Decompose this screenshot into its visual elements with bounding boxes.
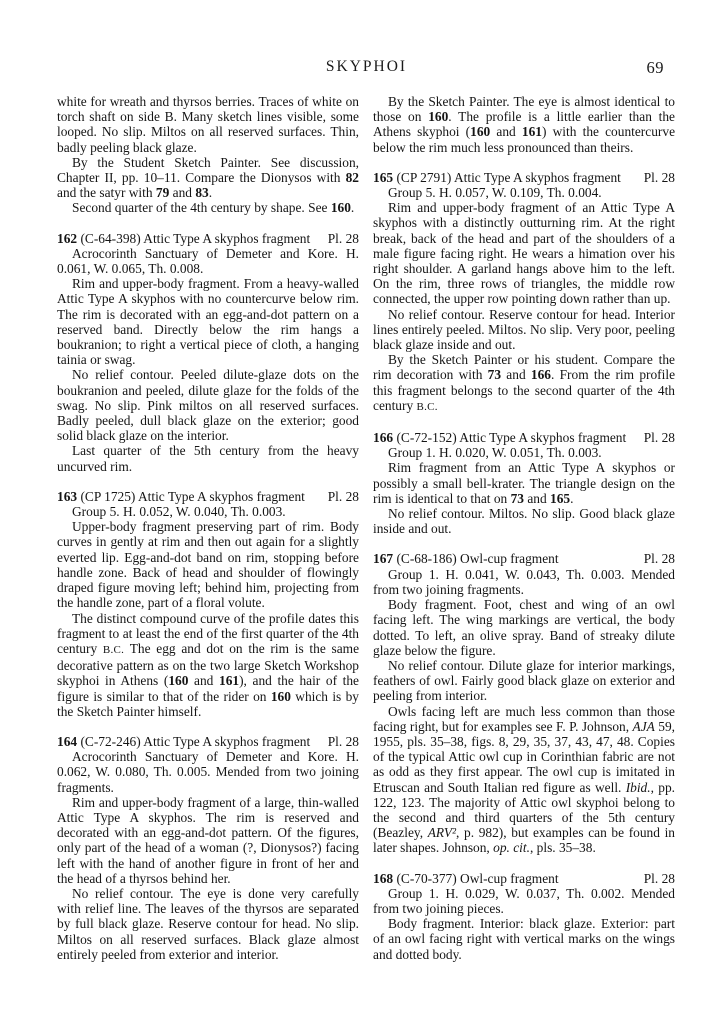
text-run: and bbox=[490, 124, 522, 140]
text-run: , p. 982), but examples can be found in later shapes. Johnson, bbox=[373, 825, 675, 856]
plate-ref: Pl. 28 bbox=[327, 230, 359, 246]
text-run: . The profile is a little earlier than the Athens skyphoi ( bbox=[373, 109, 676, 140]
text-run: Rim and upper-body fragment of an Attic Type A skyphos with a distinctly outturning rim. At the right break, back of the head and part of the shoulders of a male figure facing right. He wears a himation over his right shoulder. A garland hangs above him to the left. On the rim, three rows of triangles, the middle row connected, the upper row pointing down rather than up. bbox=[373, 200, 675, 307]
text-run: op. cit. bbox=[493, 840, 530, 856]
text-run: No relief contour. Reserve contour for head. Interior lines entirely peeled. Miltos. No slip. Very poor, peeling black glaze inside and out. bbox=[373, 306, 675, 353]
entry-title bbox=[373, 430, 626, 445]
entry-title bbox=[57, 231, 310, 246]
catalog-ref: 82 bbox=[345, 170, 359, 186]
text-run: ), and the hair of the figure is similar to that of the rider on bbox=[57, 673, 359, 704]
text-run: The distinct compound curve of the profile dates this fragment to at least the end of the first quarter of the 4th century bbox=[57, 610, 359, 656]
catalog-ref: 166 bbox=[373, 430, 394, 446]
text-run: By the Student Sketch Painter. See discussion, Chapter II, pp. 10–11. Compare the Dionysos with bbox=[57, 154, 359, 186]
text-run: Rim fragment from an Attic Type A skyphos or possibly a small bell-krater. The triangle design on the rim is identical to that on bbox=[373, 460, 675, 506]
running-title: SKYPHOI bbox=[325, 58, 408, 75]
text-run: Acrocorinth Sanctuary of Demeter and Kore. H. 0.061, W. 0.065, Th. 0.008. bbox=[57, 245, 359, 277]
paragraph bbox=[373, 658, 675, 704]
text-run: which is by the Sketch Painter himself. bbox=[57, 688, 360, 719]
entry-heading bbox=[373, 170, 675, 185]
text-run: Rim and upper-body fragment of a large, thin-walled Attic Type A skyphos. The rim is reserved and decorated with an egg-and-dot pattern. Of the figures, only part of the head of a woman (?, Dionysos?) facing left with the hand of another figure in front of her and the head of a thyrsos behind her. bbox=[57, 794, 359, 886]
text-run: Upper-body fragment preserving part of rim. Body curves in gently at rim and then out again for a slightly everted lip. Egg-and-dot band on rim, stopping before handle zone. Back of head and shoulder of flowingly draped figure moving left; behind him, projecting from the handle zone, part of a floral volute. bbox=[57, 519, 359, 611]
entry-heading bbox=[373, 430, 675, 445]
plate-ref: Pl. 28 bbox=[327, 733, 359, 749]
catalog-ref: 73 bbox=[487, 367, 502, 383]
text-run: Group 1. H. 0.020, W. 0.051, Th. 0.003. bbox=[388, 445, 602, 461]
text-run: and bbox=[169, 185, 196, 201]
text-run: Group 1. H. 0.041, W. 0.043, Th. 0.003. Mended from two joining fragments. bbox=[373, 566, 675, 597]
text-columns bbox=[57, 94, 676, 962]
paragraph bbox=[57, 155, 359, 201]
plate-ref: Pl. 28 bbox=[327, 488, 359, 504]
paragraph bbox=[373, 307, 675, 353]
text-run: No relief contour. Dilute glaze for interior markings, feathers of owl. Fairly good black glaze on exterior and peeling from interior. bbox=[373, 657, 675, 704]
catalog-ref: 167 bbox=[373, 551, 394, 567]
text-run: Body fragment. Foot, chest and wing of an owl facing left. The wing markings are vertical, the body dotted. To left, an olive spray. Band of streaky dilute glaze below the figure. bbox=[373, 597, 675, 658]
text-run: Ibid. bbox=[625, 779, 651, 795]
text-run: (CP 2791) Attic Type A skyphos fragment bbox=[393, 169, 621, 185]
text-run: No relief contour. The eye is done very carefully with relief line. The leaves of the thyrsos are separated by full black glaze. Reserve contour for head. No slip. Miltos on all reserved surfaces. Black glaze almost entirely peeled from exterior and interior. bbox=[57, 885, 359, 962]
catalog-ref: 83 bbox=[195, 185, 209, 201]
text-run: (C-68-186) Owl-cup fragment bbox=[393, 551, 559, 567]
paragraph bbox=[57, 886, 359, 962]
entry-title bbox=[373, 170, 621, 185]
text-run: B.C. bbox=[102, 643, 125, 656]
text-run: (CP 1725) Attic Type A skyphos fragment bbox=[77, 488, 305, 504]
paragraph bbox=[57, 276, 359, 367]
catalog-ref: 160 bbox=[330, 200, 351, 216]
text-run: . bbox=[570, 490, 574, 506]
text-run: AJA bbox=[632, 718, 655, 734]
paragraph bbox=[57, 795, 359, 886]
catalog-ref: 160 bbox=[168, 673, 189, 689]
catalog-ref: 79 bbox=[155, 185, 170, 201]
text-run: Group 5. H. 0.052, W. 0.040, Th. 0.003. bbox=[72, 504, 286, 520]
catalog-ref: 163 bbox=[57, 488, 78, 504]
entry-title bbox=[57, 734, 310, 749]
entry-heading bbox=[57, 734, 359, 749]
paragraph bbox=[373, 185, 675, 200]
plate-ref: Pl. 28 bbox=[643, 870, 675, 886]
plate-ref: Pl. 28 bbox=[643, 551, 675, 567]
text-run: Group 5. H. 0.057, W. 0.109, Th. 0.004. bbox=[388, 185, 602, 201]
text-run: B.C. bbox=[416, 400, 438, 413]
text-run: By the Sketch Painter. The eye is almost identical to those on bbox=[373, 94, 675, 125]
text-run: By the Sketch Painter or his student. Compare the rim decoration with bbox=[373, 352, 675, 383]
text-run: The egg and dot on the rim is the same decorative pattern as on the two large Sketch Workshop skyphoi in Athens ( bbox=[57, 640, 360, 689]
entry-title bbox=[57, 489, 305, 504]
catalog-ref: 161 bbox=[521, 124, 542, 140]
text-run: and bbox=[188, 673, 219, 689]
paragraph bbox=[57, 749, 359, 795]
text-run: Last quarter of the 5th century from the heavy uncurved rim. bbox=[57, 443, 359, 474]
paragraph bbox=[57, 246, 359, 276]
paragraph bbox=[373, 704, 675, 856]
catalog-ref: 160 bbox=[428, 109, 449, 125]
right-column bbox=[373, 94, 675, 962]
entry-title bbox=[373, 871, 559, 886]
paragraph bbox=[57, 504, 359, 519]
entry-heading bbox=[373, 551, 675, 566]
paragraph bbox=[373, 352, 675, 415]
paragraph bbox=[57, 200, 359, 215]
text-run: , pp. 122, 123. The majority of Attic owl skyphoi belong to the second and third quarters of the 5th century (Beazley, bbox=[373, 779, 675, 841]
paragraph bbox=[373, 886, 675, 916]
catalog-ref: 160 bbox=[270, 688, 291, 704]
paragraph bbox=[373, 460, 675, 506]
text-run: (C-64-398) Attic Type A skyphos fragment bbox=[77, 230, 311, 246]
paragraph bbox=[373, 506, 675, 536]
text-run: and bbox=[501, 367, 531, 383]
catalog-ref: 165 bbox=[550, 490, 571, 506]
text-run: and the satyr with bbox=[57, 185, 156, 201]
text-run: . bbox=[350, 200, 355, 216]
text-run: ARV² bbox=[427, 825, 457, 841]
entry-heading bbox=[373, 871, 675, 886]
text-run: Second quarter of the 4th century by shape. See bbox=[72, 200, 331, 216]
text-run: , pls. 35–38. bbox=[529, 840, 596, 856]
paragraph bbox=[57, 443, 359, 473]
catalog-ref: 161 bbox=[219, 673, 240, 689]
text-run: white for wreath and thyrsos berries. Traces of white on torch shaft on side B. Many sketch lines visible, some looped. No slip. Miltos on all reserved surfaces. Thin, badly peeling black glaze. bbox=[57, 94, 359, 155]
text-run: Rim and upper-body fragment. From a heavy-walled Attic Type A skyphos with no countercurve below rim. The rim is decorated with an egg-and-dot pattern on a reserved band. Directly below the rim hangs a boukranion; to right a vertical piece of cloth, a hanging tainia or swag. bbox=[57, 276, 359, 368]
plate-ref: Pl. 28 bbox=[643, 430, 675, 446]
paragraph bbox=[57, 611, 359, 719]
paragraph bbox=[373, 567, 675, 597]
left-column bbox=[57, 94, 359, 962]
text-run: Group 1. H. 0.029, W. 0.037, Th. 0.002. Mended from two joining pieces. bbox=[373, 885, 675, 916]
paragraph bbox=[373, 94, 675, 155]
catalog-ref: 168 bbox=[373, 870, 394, 886]
text-run: Owls facing left are much less common than those facing right, but for examples see F. P. Johnson, bbox=[373, 703, 675, 734]
paragraph bbox=[373, 445, 675, 460]
paragraph bbox=[373, 597, 675, 658]
paragraph bbox=[57, 367, 359, 443]
text-run: (C-72-246) Attic Type A skyphos fragment bbox=[77, 733, 311, 749]
paragraph bbox=[57, 519, 359, 610]
text-run: . From the rim profile this fragment belongs to the second quarter of the 4th century bbox=[373, 367, 676, 413]
entry-heading bbox=[57, 489, 359, 504]
catalog-ref: 165 bbox=[373, 169, 394, 185]
entry-title bbox=[373, 551, 559, 566]
page-header bbox=[57, 58, 676, 80]
text-run: Acrocorinth Sanctuary of Demeter and Kore. H. 0.062, W. 0.080, Th. 0.005. Mended from two joining fragments. bbox=[57, 749, 359, 795]
catalog-ref: 164 bbox=[57, 733, 78, 749]
text-run: ) with the countercurve below the rim much less pronounced than theirs. bbox=[373, 124, 676, 155]
text-run: and bbox=[524, 490, 551, 506]
catalog-ref: 160 bbox=[470, 124, 491, 140]
text-run: 59, 1955, pls. 35–38, figs. 8, 29, 35, 37, 43, 47, 48. Copies of the typical Attic owl cup in Corinthian fabric are not as odd as they first appear. The owl cup is imitated in Etruscan and South Italian red figure as well. bbox=[373, 718, 675, 795]
page-number: 69 bbox=[646, 58, 664, 77]
paragraph bbox=[57, 94, 359, 155]
catalog-ref: 162 bbox=[57, 230, 78, 246]
entry-heading bbox=[57, 231, 359, 246]
text-run: No relief contour. Miltos. No slip. Good black glaze inside and out. bbox=[373, 506, 675, 537]
text-run: . bbox=[208, 185, 213, 201]
catalog-ref: 166 bbox=[530, 367, 551, 383]
plate-ref: Pl. 28 bbox=[643, 169, 675, 185]
text-run: (C-70-377) Owl-cup fragment bbox=[393, 870, 559, 886]
paragraph bbox=[373, 916, 675, 962]
paragraph bbox=[373, 200, 675, 306]
catalog-ref: 73 bbox=[510, 490, 524, 506]
text-run: Body fragment. Interior: black glaze. Exterior: part of an owl facing right with vertical marks on the wings and dotted body. bbox=[373, 916, 675, 962]
text-run: (C-72-152) Attic Type A skyphos fragment bbox=[393, 430, 627, 446]
text-run: No relief contour. Peeled dilute-glaze dots on the boukranion and peeled, dilute glaze for the folds of the swag. No slip. Pink miltos on all reserved surfaces. Badly peeled, dull black glaze on the exterior; good solid black glaze on the interior. bbox=[57, 367, 359, 444]
